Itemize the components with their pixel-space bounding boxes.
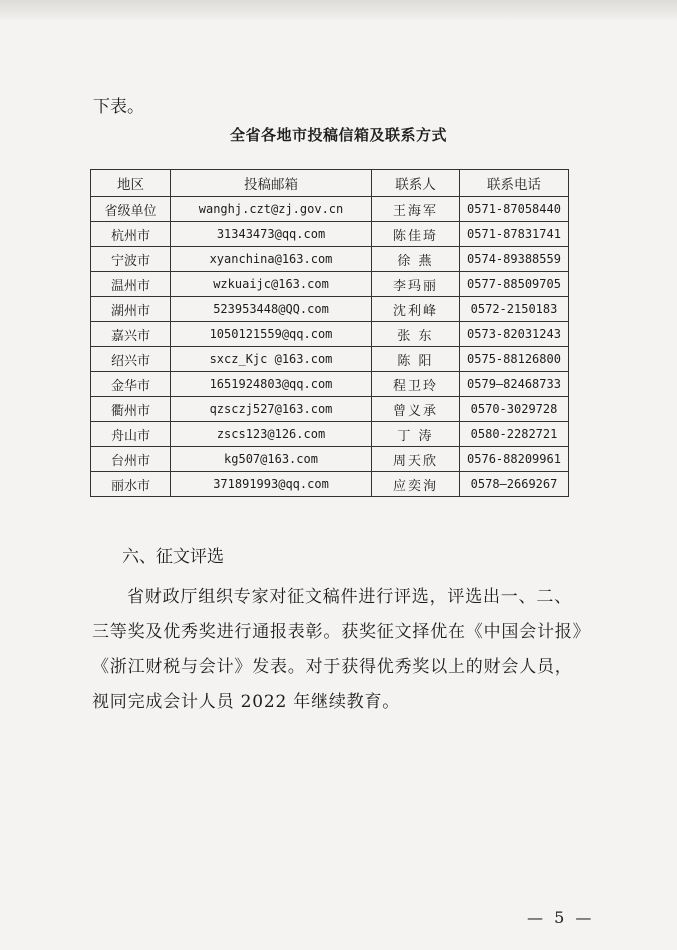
region-cell: 温州市 <box>91 272 171 297</box>
phone-cell: 0580-2282721 <box>460 422 569 447</box>
region-cell: 湖州市 <box>91 297 171 322</box>
email-cell: 31343473@qq.com <box>171 222 372 247</box>
email-cell: xyanchina@163.com <box>171 247 372 272</box>
phone-cell: 0572-2150183 <box>460 297 569 322</box>
phone-cell: 0574-89388559 <box>460 247 569 272</box>
contact-cell: 丁 涛 <box>372 422 460 447</box>
region-cell: 丽水市 <box>91 472 171 497</box>
contact-cell: 陈 阳 <box>372 347 460 372</box>
email-cell: wzkuaijc@163.com <box>171 272 372 297</box>
phone-cell: 0571-87058440 <box>460 197 569 222</box>
table-row <box>91 222 569 247</box>
table-row <box>91 272 569 297</box>
email-cell: 371891993@qq.com <box>171 472 372 497</box>
header-email: 投稿邮箱 <box>171 170 372 197</box>
phone-cell: 0570-3029728 <box>460 397 569 422</box>
region-cell: 舟山市 <box>91 422 171 447</box>
table-row <box>91 447 569 472</box>
table-row <box>91 197 569 222</box>
phone-cell: 0575-88126800 <box>460 347 569 372</box>
email-cell: wanghj.czt@zj.gov.cn <box>171 197 372 222</box>
contact-cell: 李玛丽 <box>372 272 460 297</box>
email-cell: qzsczj527@163.com <box>171 397 372 422</box>
contact-cell: 张 东 <box>372 322 460 347</box>
contact-cell: 王海军 <box>372 197 460 222</box>
phone-cell: 0577-88509705 <box>460 272 569 297</box>
paragraph-line: 省财政厅组织专家对征文稿件进行评选，评选出一、二、 <box>127 587 572 607</box>
section-heading: 六、征文评选 <box>122 547 224 567</box>
region-cell: 衢州市 <box>91 397 171 422</box>
email-cell: sxcz_Kjc @163.com <box>171 347 372 372</box>
email-cell: 1050121559@qq.com <box>171 322 372 347</box>
table-row <box>91 322 569 347</box>
table-row <box>91 297 569 322</box>
table-row <box>91 372 569 397</box>
contact-cell: 曾义承 <box>372 397 460 422</box>
phone-cell: 0579—82468733 <box>460 372 569 397</box>
phone-cell: 0578—2669267 <box>460 472 569 497</box>
phone-cell: 0573-82031243 <box>460 322 569 347</box>
table-title: 全省各地市投稿信箱及联系方式 <box>229 126 447 144</box>
phone-cell: 0571-87831741 <box>460 222 569 247</box>
contact-cell: 沈利峰 <box>372 297 460 322</box>
phone-cell: 0576-88209961 <box>460 447 569 472</box>
contact-cell: 程卫玲 <box>372 372 460 397</box>
table-row <box>91 397 569 422</box>
region-cell: 宁波市 <box>91 247 171 272</box>
email-cell: 523953448@QQ.com <box>171 297 372 322</box>
table-row <box>91 347 569 372</box>
table-row <box>91 472 569 497</box>
section-paragraph <box>92 580 597 720</box>
header-region: 地区 <box>91 170 171 197</box>
region-cell: 金华市 <box>91 372 171 397</box>
region-cell: 杭州市 <box>91 222 171 247</box>
table-row <box>91 247 569 272</box>
region-cell: 绍兴市 <box>91 347 171 372</box>
region-cell: 嘉兴市 <box>91 322 171 347</box>
table-row <box>91 422 569 447</box>
email-cell: kg507@163.com <box>171 447 372 472</box>
contact-cell: 徐 燕 <box>372 247 460 272</box>
header-phone: 联系电话 <box>460 170 569 197</box>
paragraph-line: 《浙江财税与会计》发表。对于获得优秀奖以上的财会人员， <box>92 657 573 677</box>
region-cell: 省级单位 <box>91 197 171 222</box>
contact-cell: 陈佳琦 <box>372 222 460 247</box>
contact-table <box>90 169 569 497</box>
email-cell: 1651924803@qq.com <box>171 372 372 397</box>
page-number: — 5 — <box>527 908 595 927</box>
region-cell: 台州市 <box>91 447 171 472</box>
intro-text: 下表。 <box>93 97 144 117</box>
paragraph-line: 三等奖及优秀奖进行通报表彰。获奖征文择优在《中国会计报》 <box>92 622 591 642</box>
table-header-row <box>91 170 569 197</box>
header-contact: 联系人 <box>372 170 460 197</box>
scan-edge <box>0 0 677 22</box>
email-cell: zscs123@126.com <box>171 422 372 447</box>
contact-cell: 应奕洵 <box>372 472 460 497</box>
paragraph-line: 视同完成会计人员 2022 年继续教育。 <box>92 692 401 712</box>
contact-cell: 周天欣 <box>372 447 460 472</box>
